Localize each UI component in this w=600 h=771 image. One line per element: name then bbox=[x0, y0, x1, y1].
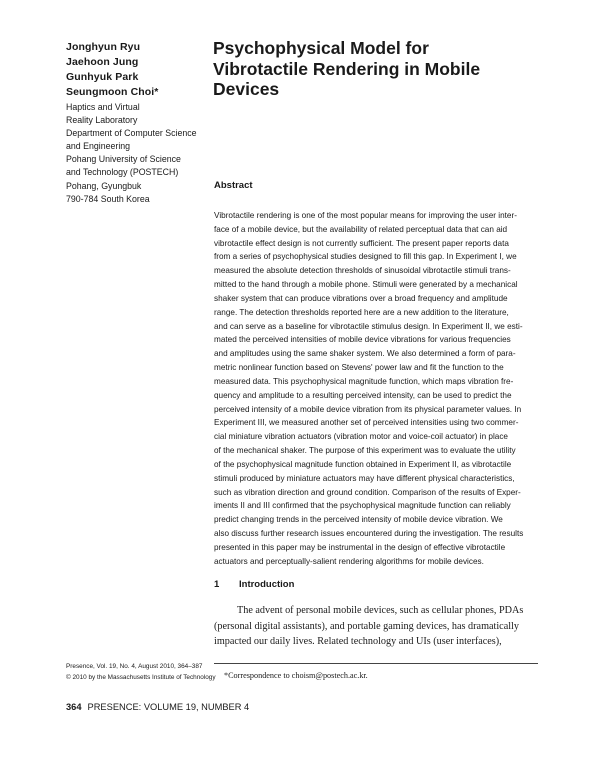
abstract-line: mated the perceived intensities of mobile device vibrations for various frequencies bbox=[214, 335, 511, 345]
title-line: Vibrotactile Rendering in Mobile bbox=[213, 58, 481, 79]
page-footer bbox=[66, 702, 249, 712]
affiliation bbox=[66, 101, 206, 206]
running-head: PRESENCE: VOLUME 19, NUMBER 4 bbox=[87, 702, 250, 712]
abstract-line: cial miniature vibration actuators (vibration motor and voice-coil actuator) in place bbox=[214, 432, 508, 442]
abstract-line: from a series of psychophysical studies designed to fill this gap. In Experiment I, we bbox=[214, 252, 517, 262]
abstract-heading: Abstract bbox=[214, 180, 253, 191]
abstract-body bbox=[214, 209, 539, 569]
intro-line: (personal digital assistants), and portable gaming devices, has dramatically bbox=[214, 620, 519, 632]
abstract-line: perceived intensity of a mobile device vibration from its physical parameter values. In bbox=[214, 404, 522, 414]
abstract-line: face of a mobile device, but the availability of related perceptual data that can aid bbox=[214, 224, 508, 234]
author-block bbox=[66, 40, 206, 206]
page-number: 364 bbox=[66, 702, 82, 712]
abstract-line: presented in this paper may be instrumental in the design of effective vibrotactile bbox=[214, 542, 506, 552]
abstract-line: of the psychophysical magnitude function obtained in Experiment II, as vibrotactile bbox=[214, 459, 512, 469]
affiliation-line: Reality Laboratory bbox=[66, 115, 138, 126]
footnote: *Correspondence to choism@postech.ac.kr. bbox=[224, 671, 368, 680]
abstract-line: vibrotactile effect design is not currently sufficient. The present paper reports data bbox=[214, 238, 509, 248]
title-line: Devices bbox=[213, 79, 280, 99]
abstract-line: predict changing trends in the perceived intensity of mobile device vibration. We bbox=[214, 515, 503, 525]
journal-citation: Presence, Vol. 19, No. 4, August 2010, 364–387 bbox=[66, 663, 203, 670]
intro-paragraph bbox=[214, 603, 539, 650]
abstract-line: actuators and perceptually-salient rendering algorithms for mobile devices. bbox=[214, 556, 484, 566]
affiliation-line: Department of Computer Science bbox=[66, 128, 197, 139]
abstract-line: range. The detection thresholds reported here are a new addition to the literature, bbox=[214, 307, 509, 317]
section-number: 1 bbox=[214, 579, 220, 590]
abstract-line: Experiment III, we measured another set of perceived intensities using two commer- bbox=[214, 418, 519, 428]
abstract-line: measured the absolute detection thresholds of sinusoidal vibrotactile stimuli trans- bbox=[214, 266, 511, 276]
intro-line: The advent of personal mobile devices, such as cellular phones, PDAs bbox=[237, 605, 524, 616]
affiliation-line: Haptics and Virtual bbox=[66, 102, 140, 112]
affiliation-line: Pohang, Gyungbuk bbox=[66, 180, 142, 191]
title-line: Psychophysical Model for bbox=[213, 38, 429, 58]
abstract-line: quency and amplitude to a resulting perceived intensity, can be used to predict the bbox=[214, 390, 512, 400]
affiliation-line: and Engineering bbox=[66, 141, 131, 152]
abstract-line: also discuss further research issues encountered during the investigation. The results bbox=[214, 529, 524, 539]
abstract-line: metric nonlinear function based on Stevens' power law and fit the function to the bbox=[214, 363, 504, 373]
paper-title bbox=[213, 38, 553, 100]
affiliation-line: and Technology (POSTECH) bbox=[66, 167, 179, 178]
intro-line: impacted our daily lives. Related technology and UIs (user interfaces), bbox=[214, 636, 502, 647]
abstract-line: of the mechanical shaker. The purpose of this experiment was to evaluate the utility bbox=[214, 446, 516, 456]
author-name: Jaehoon Jung bbox=[66, 56, 139, 68]
abstract-line: shaker system that can produce vibrations over a broad frequency and amplitude bbox=[214, 293, 508, 303]
abstract-line: mitted to the hand through a mobile phone. Stimuli were generated by a mechanical bbox=[214, 280, 518, 290]
journal-copyright: © 2010 by the Massachusetts Institute of Technology bbox=[66, 673, 216, 681]
section-title: Introduction bbox=[239, 579, 295, 590]
abstract-line: measured data. This psychophysical magnitude function, which maps vibration fre- bbox=[214, 376, 514, 386]
abstract-line: stimuli produced by miniature actuators may have different physical characteristics, bbox=[214, 473, 515, 483]
affiliation-line: Pohang University of Science bbox=[66, 154, 181, 165]
affiliation-line: 790-784 South Korea bbox=[66, 193, 150, 204]
abstract-line: such as vibration direction and ground condition. Comparison of the results of Exper- bbox=[214, 487, 521, 497]
abstract-line: iments II and III confirmed that the psychophysical magnitude function can reliably bbox=[214, 501, 511, 511]
abstract-line: and amplitudes using the same shaker system. We also determined a form of para- bbox=[214, 349, 516, 359]
footnote-rule bbox=[214, 663, 538, 664]
author-name: Jonghyun Ryu bbox=[66, 41, 141, 53]
journal-info bbox=[66, 662, 216, 683]
abstract-line: and can serve as a baseline for vibrotactile stimulus design. In Experiment II, we esti- bbox=[214, 321, 523, 331]
author-name: Gunhyuk Park bbox=[66, 71, 139, 83]
author-name: Seungmoon Choi* bbox=[66, 86, 159, 98]
abstract-line: Vibrotactile rendering is one of the most popular means for improving the user inter- bbox=[214, 211, 517, 220]
